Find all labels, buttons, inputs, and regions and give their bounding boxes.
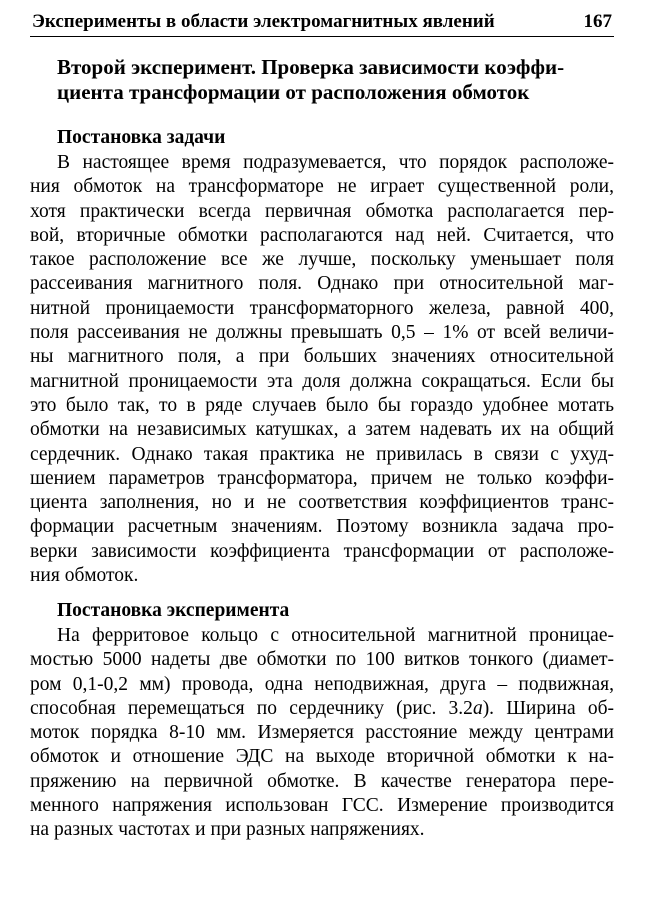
text-line: вой, вторичные обмотки располагаются над ней. Считается, что — [30, 224, 614, 246]
text-line: магнитной проницаемости эта доля должна сокращаться. Если бы — [30, 370, 614, 392]
text-line: В настоящее время подразумевается, что порядок расположе- — [57, 152, 614, 173]
running-head — [30, 8, 614, 37]
text-line: хотя практически всегда первичная обмотка располагается пер- — [30, 200, 614, 222]
text-line: ром 0,1-0,2 мм) провода, одна неподвижная, друга – подвижная, — [30, 673, 614, 695]
figure-letter: а — [472, 697, 483, 719]
text-line: моток порядка 8-10 мм. Измеряется расстояние между центрами — [30, 722, 614, 744]
section-title-line: циента трансформации от расположения обмоток — [57, 80, 530, 104]
text-line: На ферритовое кольцо с относительной магнитной проницае- — [57, 625, 614, 646]
text-line: мостью 5000 надеты две обмотки по 100 витков тонкого (диамет- — [30, 649, 614, 671]
text-line: обмоток и отношение ЭДС на выходе вторичной обмотки к на- — [30, 746, 614, 768]
running-title: Эксперименты в области электромагнитных явлений — [32, 11, 495, 32]
paragraph-task — [30, 151, 614, 588]
text-line: ния обмоток. — [30, 565, 139, 587]
text-line: ны магнитного поля, а при больших значениях относительной — [30, 346, 614, 368]
section-title-line: Второй эксперимент. Проверка зависимости коэффи- — [57, 55, 565, 79]
text-line: циента заполнения, но и не соответствия коэффициентов транс- — [30, 492, 614, 514]
subsection-heading-experiment: Постановка эксперимента — [57, 600, 290, 621]
text-line: это было так, то в ряде случаев было бы гораздо удобнее мотать — [30, 394, 614, 416]
section-title — [57, 55, 597, 105]
text-line: сердечник. Однако такая практика не привилась в связи с ухуд- — [30, 443, 614, 465]
text-line: верки зависимости коэффициента трансформации от расположе- — [30, 540, 614, 562]
text-line: ния обмоток на трансформаторе не играет существенной роли, — [30, 176, 614, 198]
text-line: шением параметров трансформатора, причем не только коэффи- — [30, 467, 614, 489]
text-line: такое расположение все же лучше, поскольку уменьшает поля — [30, 249, 614, 271]
paragraph-experiment — [30, 624, 614, 843]
text-line: поля рассеивания не должны превышать 0,5 – 1% от всей величи- — [30, 322, 614, 344]
subsection-heading-task: Постановка задачи — [57, 127, 226, 148]
text-line: нитной проницаемости трансформаторного железа, равной 400, — [30, 297, 614, 319]
text-line: менного напряжения использован ГСС. Измерение производится — [30, 795, 614, 817]
text-line: обмотки на независимых катушках, а затем надевать их на общий — [30, 419, 614, 441]
text-line: рассеивания магнитного поля. Однако при относительной маг- — [30, 273, 614, 295]
page-number: 167 — [583, 11, 612, 32]
text-line: способная перемещаться по сердечнику (рис. 3.2а). Ширина об- — [30, 697, 615, 719]
text-line: формации расчетным значениям. Поэтому возникла задача про- — [30, 516, 614, 538]
text-line: на разных частотах и при разных напряжениях. — [30, 819, 425, 841]
text-line: пряжению на первичной обмотке. В качестве генератора пере- — [30, 770, 614, 792]
